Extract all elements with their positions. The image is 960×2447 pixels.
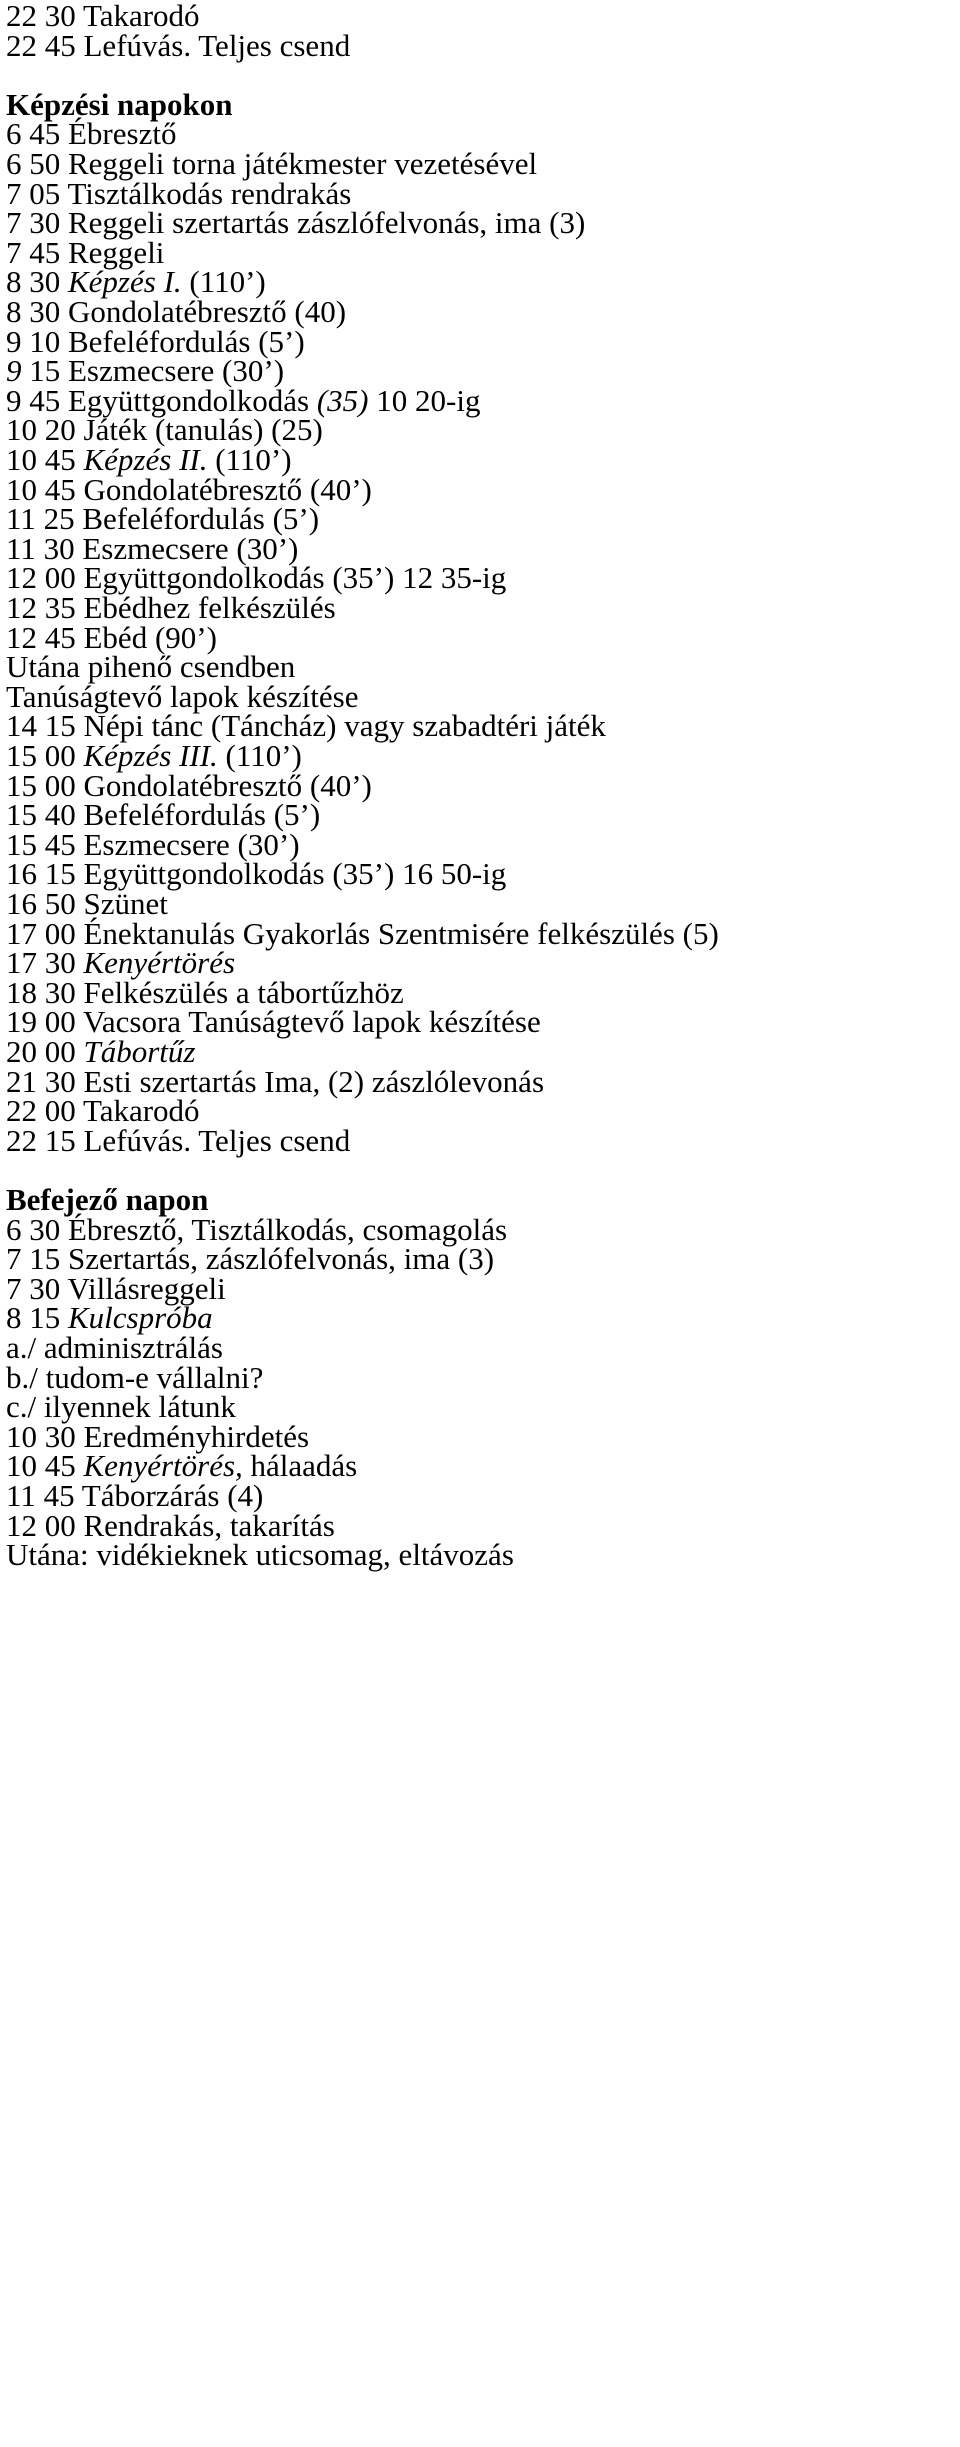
line-text: 8 30 xyxy=(6,264,68,300)
line-text: 22 30 Takarodó xyxy=(6,0,200,33)
schedule-line xyxy=(6,27,351,63)
schedule-line xyxy=(6,1389,236,1425)
schedule-line xyxy=(6,1480,263,1511)
italic-text: Képzés II. xyxy=(83,442,208,477)
schedule-line xyxy=(6,1211,508,1247)
italic-text: Képzés I. xyxy=(68,264,182,300)
schedule-line xyxy=(6,175,352,211)
line-text: 10 30 Eredményhirdetés xyxy=(6,1418,310,1454)
line-text: 11 45 Táborzárás (4) xyxy=(6,1478,264,1513)
schedule-line xyxy=(6,323,305,359)
line-text: 8 15 xyxy=(6,1300,68,1336)
schedule-line xyxy=(6,1537,514,1573)
line-text: 18 30 Felkészülés a tábortűzhöz xyxy=(6,974,404,1010)
schedule-line xyxy=(6,592,336,623)
line-text: 12 45 Ebéd (90’) xyxy=(6,619,217,655)
schedule-line xyxy=(6,1359,264,1395)
schedule-line xyxy=(6,296,346,327)
line-text: (110’) xyxy=(217,738,302,773)
schedule-line xyxy=(6,1122,351,1158)
schedule-line xyxy=(6,444,292,475)
line-text: 16 50 Szünet xyxy=(6,886,168,921)
line-text: 9 10 Befeléfordulás (5’) xyxy=(6,323,305,359)
line-text: 6 45 Ébresztő xyxy=(6,116,177,152)
schedule-line xyxy=(6,1300,213,1336)
schedule-line xyxy=(6,1063,545,1099)
italic-text: Tábortűz xyxy=(83,1034,196,1069)
line-text: 9 45 Együttgondolkodás xyxy=(6,382,317,418)
line-text: 7 30 Villásreggeli xyxy=(6,1270,226,1306)
schedule-line xyxy=(6,797,321,833)
schedule-line xyxy=(6,649,296,685)
line-text: Tanúságtevő lapok készítése xyxy=(6,678,359,714)
line-text: 15 00 Gondolatébresztő (40’) xyxy=(6,767,372,803)
schedule-line xyxy=(6,1093,200,1129)
line-text: 22 00 Takarodó xyxy=(6,1093,200,1129)
line-text: 10 20 Játék (tanulás) (25) xyxy=(6,412,323,448)
schedule-line xyxy=(6,530,299,566)
line-text: c./ ilyennek látunk xyxy=(6,1389,236,1425)
schedule-line xyxy=(6,264,266,300)
schedule-line xyxy=(6,560,507,596)
schedule-line xyxy=(6,767,372,803)
section-heading: Képzési napokon xyxy=(6,86,233,122)
line-text: 21 30 Esti szertartás Ima, (2) zászlólevonás xyxy=(6,1063,545,1099)
line-text: 16 15 Együttgondolkodás (35’) 16 50-ig xyxy=(6,856,507,892)
line-text: 7 45 Reggeli xyxy=(6,234,165,270)
schedule-line xyxy=(6,888,168,919)
schedule-line xyxy=(6,471,372,507)
schedule-line xyxy=(6,678,359,714)
line-text: 6 30 Ébresztő, Tisztálkodás, csomagolás xyxy=(6,1211,508,1247)
line-text: 22 15 Lefúvás. Teljes csend xyxy=(6,1122,351,1158)
line-text: 6 50 Reggeli torna játékmester vezetésével xyxy=(6,146,538,181)
line-text: 11 30 Eszmecsere (30’) xyxy=(6,530,299,566)
italic-text: 9 xyxy=(6,353,22,389)
schedule-line xyxy=(6,1004,541,1040)
schedule-line xyxy=(6,619,217,655)
line-text: 15 40 Befeléfordulás (5’) xyxy=(6,797,321,833)
schedule-line xyxy=(6,234,165,270)
line-text: 15 45 Eszmecsere (30’) xyxy=(6,826,300,862)
line-text: 12 35 Ebédhez felkészülés xyxy=(6,590,336,625)
italic-text: Kenyértörés xyxy=(83,945,236,981)
line-text: 22 45 Lefúvás. Teljes csend xyxy=(6,27,351,63)
line-text: 17 30 xyxy=(6,945,84,981)
line-text: 10 45 Gondolatébresztő (40’) xyxy=(6,471,372,507)
line-text: a./ adminisztrálás xyxy=(6,1330,223,1365)
section-heading: Befejező napon xyxy=(6,1182,209,1217)
schedule-line xyxy=(6,1332,223,1363)
line-text: 17 00 Énektanulás Gyakorlás Szentmisére felkészülés (5) xyxy=(6,915,719,951)
line-text: 14 15 Népi tánc (Táncház) vagy szabadtéri játék xyxy=(6,708,606,744)
schedule-line xyxy=(6,382,481,418)
schedule-line xyxy=(6,945,236,981)
italic-text: Kenyértörés, xyxy=(83,1448,243,1484)
line-text: (110’) xyxy=(181,264,266,300)
schedule-line xyxy=(6,1241,495,1277)
schedule-line xyxy=(6,412,323,448)
schedule-line xyxy=(6,856,507,892)
line-text: 19 00 Vacsora Tanúságtevő lapok készítése xyxy=(6,1004,541,1040)
schedule-line xyxy=(6,353,285,389)
schedule-line xyxy=(6,1448,358,1484)
line-text: 11 25 Befeléfordulás (5’) xyxy=(6,501,320,537)
schedule-line xyxy=(6,915,719,951)
schedule-line xyxy=(6,974,404,1010)
line-text: 15 00 xyxy=(6,738,84,773)
line-text: 15 Eszmecsere (30’) xyxy=(21,353,285,389)
line-text: 12 00 Rendrakás, takarítás xyxy=(6,1507,335,1543)
schedule-line xyxy=(6,740,302,771)
line-text: Utána: vidékieknek uticsomag, eltávozás xyxy=(6,1537,514,1573)
line-text: 10 45 xyxy=(6,442,84,477)
italic-text: (35) xyxy=(316,382,369,418)
italic-text: Kulcspróba xyxy=(68,1300,213,1336)
line-text: b./ tudom-e vállalni? xyxy=(6,1359,264,1395)
schedule-line xyxy=(6,148,537,179)
schedule-line xyxy=(6,501,320,537)
line-text: (110’) xyxy=(207,442,292,477)
line-text: 12 00 Együttgondolkodás (35’) 12 35-ig xyxy=(6,560,507,596)
line-text: 10 45 xyxy=(6,1448,84,1484)
schedule-line xyxy=(6,205,586,241)
schedule-line xyxy=(6,0,200,31)
schedule-line xyxy=(6,708,606,744)
schedule-line xyxy=(6,1270,226,1306)
italic-text: Képzés III. xyxy=(83,738,218,773)
line-text: 7 30 Reggeli szertartás zászlófelvonás, ima (3) xyxy=(6,205,586,241)
schedule-line xyxy=(6,1036,195,1067)
line-text: 7 15 Szertartás, zászlófelvonás, ima (3) xyxy=(6,1241,495,1277)
schedule-line xyxy=(6,1507,335,1543)
line-text: Utána pihenő csendben xyxy=(6,649,296,685)
schedule-line xyxy=(6,1418,310,1454)
line-text: 7 05 Tisztálkodás rendrakás xyxy=(6,175,352,211)
schedule-line xyxy=(6,826,300,862)
line-text: 20 00 xyxy=(6,1034,84,1069)
line-text: 8 30 Gondolatébresztő (40) xyxy=(6,294,347,329)
line-text: 10 20-ig xyxy=(368,382,481,418)
line-text: hálaadás xyxy=(242,1448,358,1484)
schedule-line xyxy=(6,116,177,152)
